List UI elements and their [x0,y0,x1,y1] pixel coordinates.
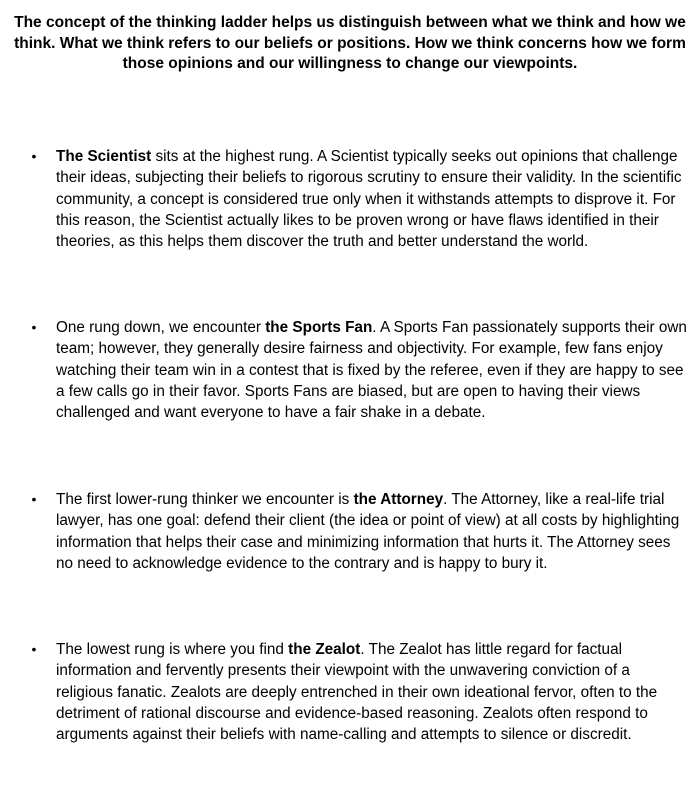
list-item-scientist [31,146,690,252]
item-term: the Attorney [353,491,444,508]
list-item-zealot [31,639,690,745]
item-text-after: . The Attorney, like a real-life trial lawyer, has one goal: defend their client (the idea or point of view) at all costs by highlighting information that helps their case and minimizing information that hurts it. The Attorney sees no need to acknowledge evidence to the contrary and is happy to bury it. [56,491,680,572]
item-text-before: One rung down, we encounter [56,319,266,336]
intro-paragraph: The concept of the thinking ladder helps us distinguish between what we think and how we think. What we think refers to our beliefs or positions. How we think concerns how we form those opinions and our willingness to change our viewpoints. [14,14,686,72]
item-term: the Zealot [288,641,361,658]
list-item-attorney [31,489,690,574]
bullet-icon: • [31,148,37,164]
list-item-sports-fan [31,317,690,423]
item-term: The Scientist [56,148,152,165]
bullet-icon: • [31,319,37,335]
item-text-after: sits at the highest rung. A Scientist typically seeks out opinions that challenge their ideas, subjecting their beliefs to rigorous scrutiny to ensure their validity. In the scientific community, a concept is considered true only when it withstands attempts to disprove it. For this reason, the Scientist actually likes to be proven wrong or have flaws identified in their theories, as this helps them discover the truth and better understand the world. [56,148,682,251]
item-text-after: . The Zealot has little regard for factual information and fervently presents their viewpoint with the unwavering conviction of a religious fanatic. Zealots are deeply entrenched in their own ideational fervor, often to the detriment of rational discourse and evidence-based reasoning. Zealots often respond to arguments against their beliefs with name-calling and attempts to silence or discredit. [56,641,658,744]
bullet-icon: • [31,641,37,657]
item-term: the Sports Fan [265,319,373,336]
bullet-icon: • [31,491,37,507]
item-text-before: The lowest rung is where you find [56,641,289,658]
item-text-before: The first lower-rung thinker we encounter is [56,491,354,508]
item-text-after: . A Sports Fan passionately supports their own team; however, they generally desire fairness and objectivity. For example, few fans enjoy watching their team win in a contest that is fixed by the referee, even if they are happy to see a few calls go in their favor. Sports Fans are biased, but are open to having their views challenged and want everyone to have a fair shake in a debate. [56,319,687,422]
